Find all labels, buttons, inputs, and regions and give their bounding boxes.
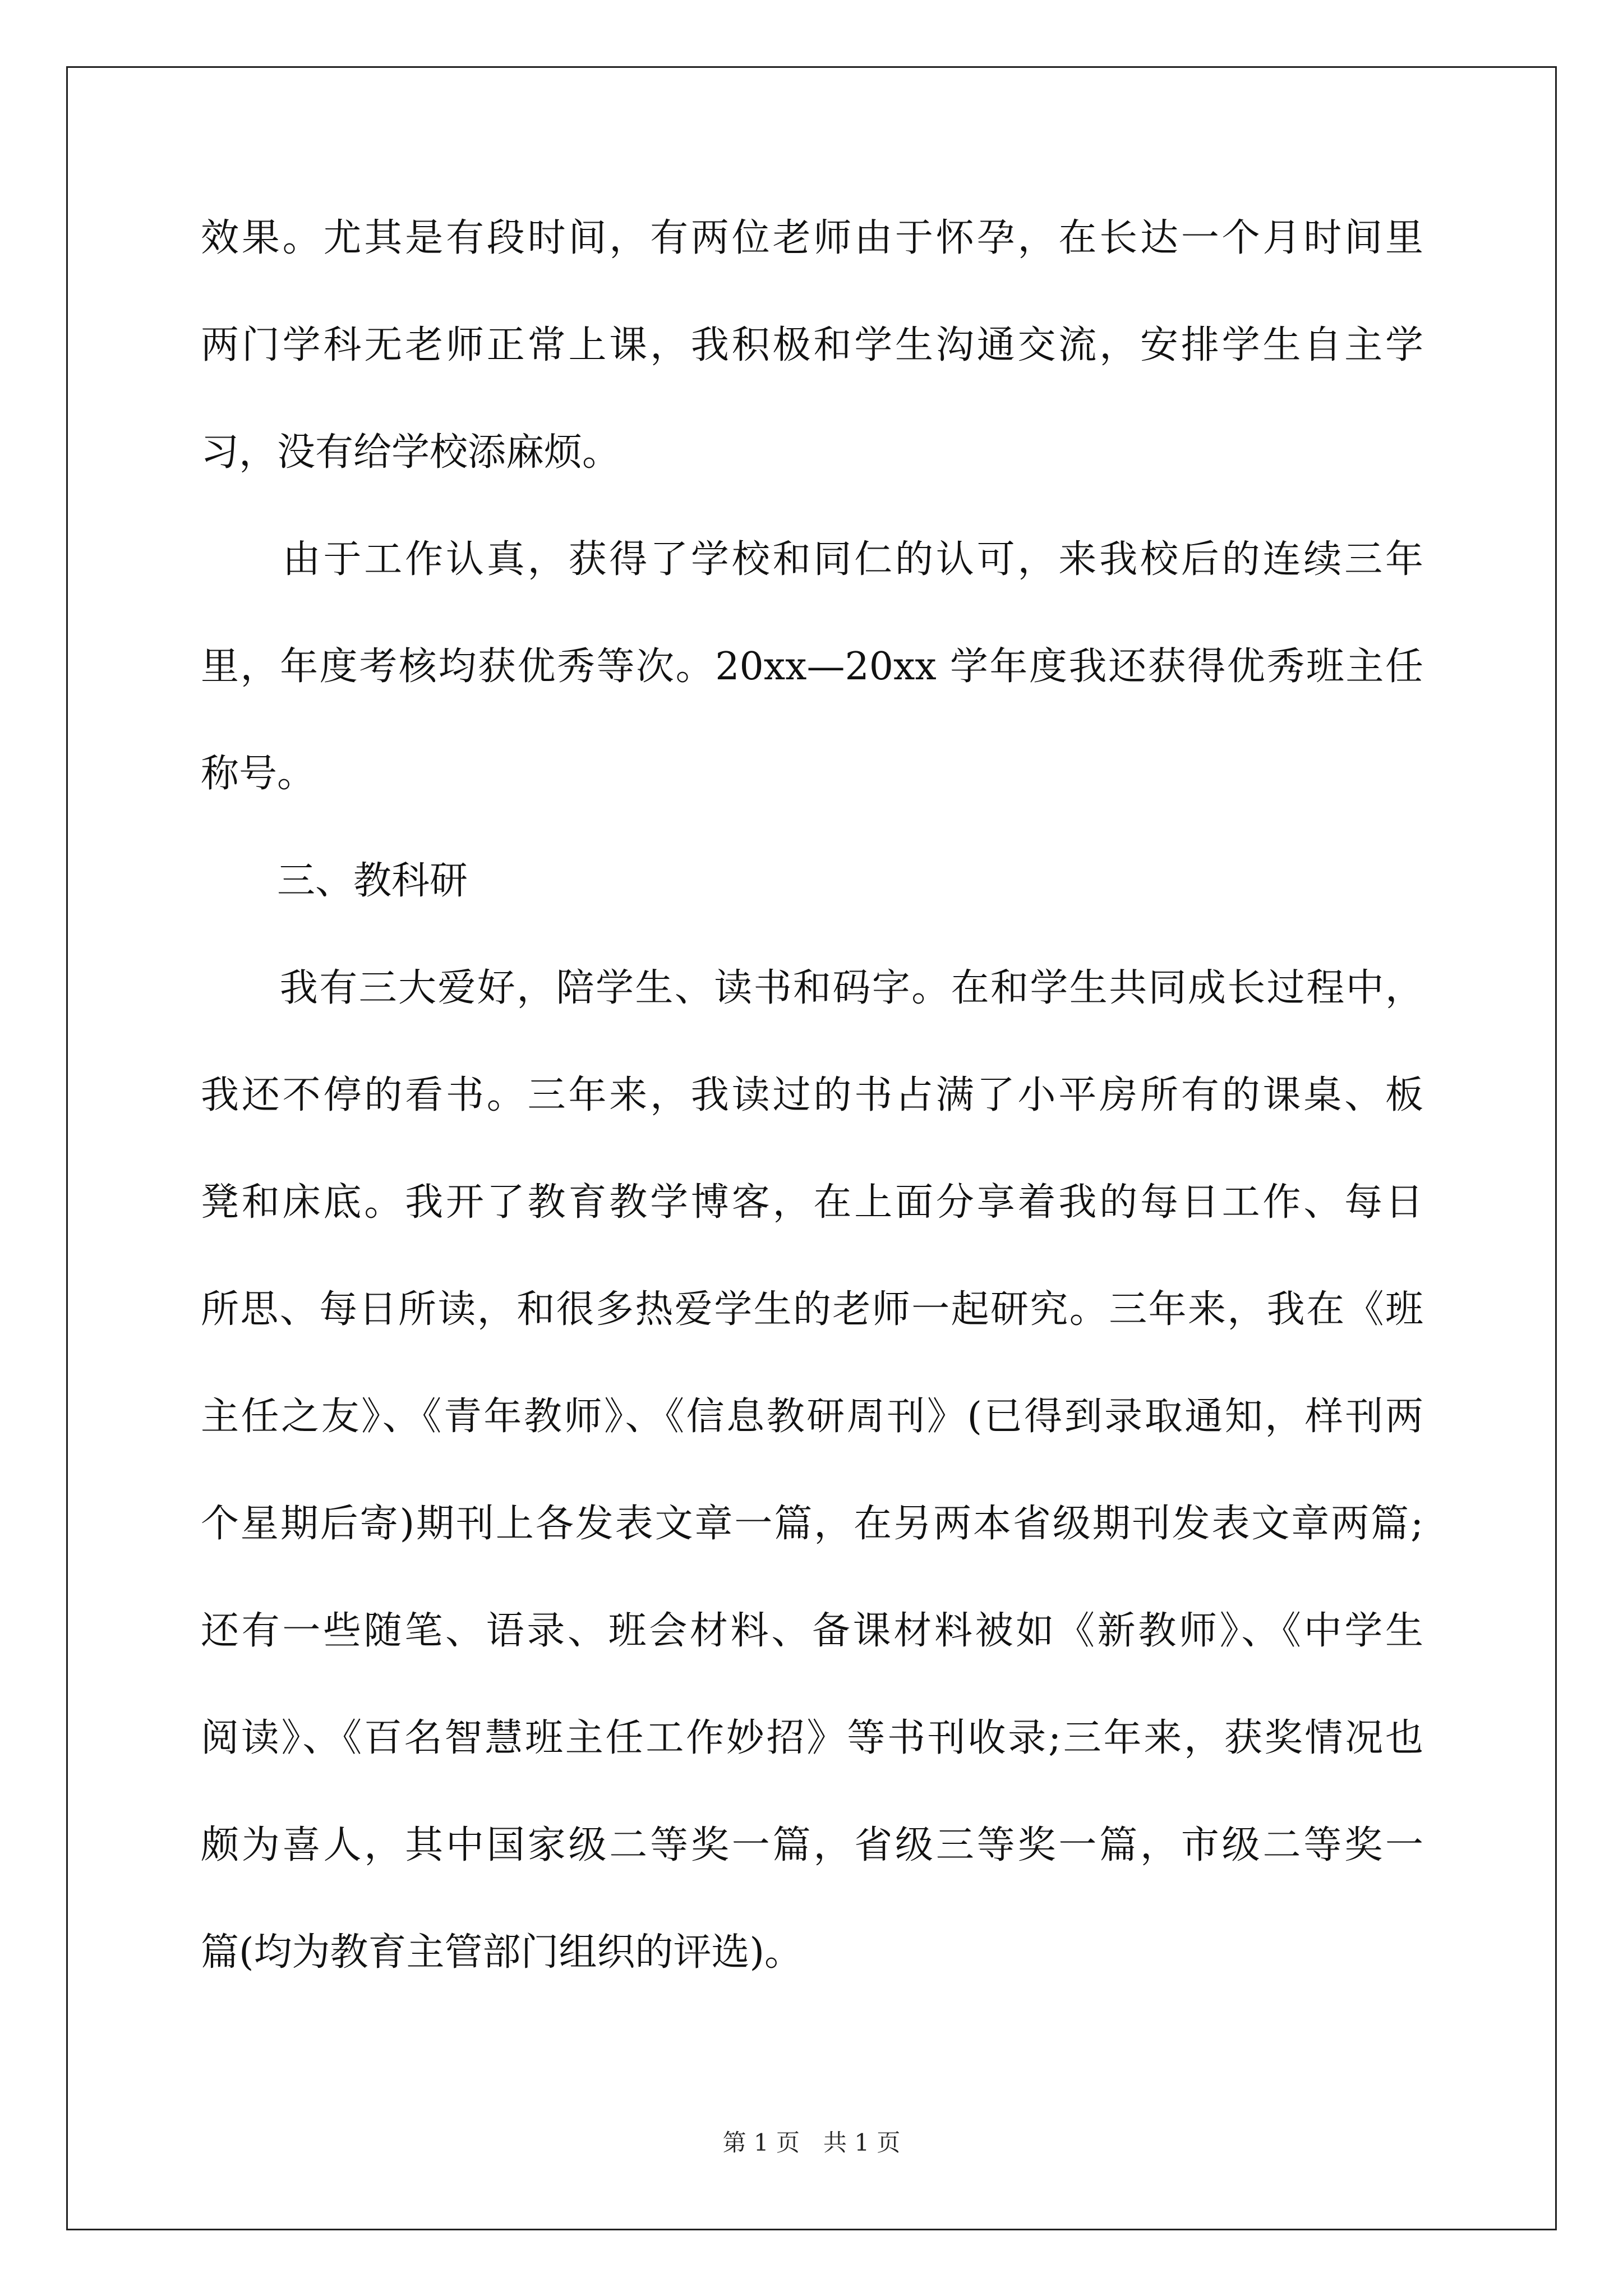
text-line: 篇(均为教育主管部门组织的评选)。 (201, 1930, 803, 1975)
text-line: 由于工作认真，获得了学校和同仁的认可，来我校后的连续三年 (201, 537, 1423, 582)
section-heading: 三、教科研 (201, 859, 468, 903)
text-line: 凳和床底。我开了教育教学博客，在上面分享着我的每日工作、每日 (201, 1180, 1423, 1225)
text-line: 称号。 (201, 752, 316, 796)
text-line: 颇为喜人，其中国家级二等奖一篇，省级三等奖一篇，市级二等奖一 (201, 1823, 1423, 1867)
text-line: 效果。尤其是有段时间，有两位老师由于怀孕，在长达一个月时间里 (201, 216, 1423, 260)
text-line: 主任之友》、《青年教师》、《信息教研周刊》(已得到录取通知，样刊两 (201, 1395, 1423, 1439)
page-footer: 第 1 页 共 1 页 (722, 2129, 901, 2156)
text-line: 两门学科无老师正常上课，我积极和学生沟通交流，安排学生自主学 (201, 323, 1423, 367)
page-border (66, 66, 1557, 2230)
text-line: 里，年度考核均获优秀等次。20xx—20xx 学年度我还获得优秀班主任 (201, 645, 1423, 689)
text-line: 习，没有给学校添麻烦。 (201, 430, 621, 475)
text-line: 还有一些随笔、语录、班会材料、备课材料被如《新教师》、《中学生 (201, 1609, 1423, 1653)
text-line: 个星期后寄)期刊上各发表文章一篇，在另两本省级期刊发表文章两篇; (201, 1502, 1423, 1546)
text-line: 我有三大爱好，陪学生、读书和码字。在和学生共同成长过程中， (201, 966, 1423, 1010)
text-line: 阅读》、《百名智慧班主任工作妙招》等书刊收录;三年来，获奖情况也 (201, 1716, 1423, 1760)
text-line: 所思、每日所读，和很多热爱学生的老师一起研究。三年来，我在《班 (201, 1287, 1423, 1332)
text-line: 我还不停的看书。三年来，我读过的书占满了小平房所有的课桌、板 (201, 1073, 1423, 1117)
